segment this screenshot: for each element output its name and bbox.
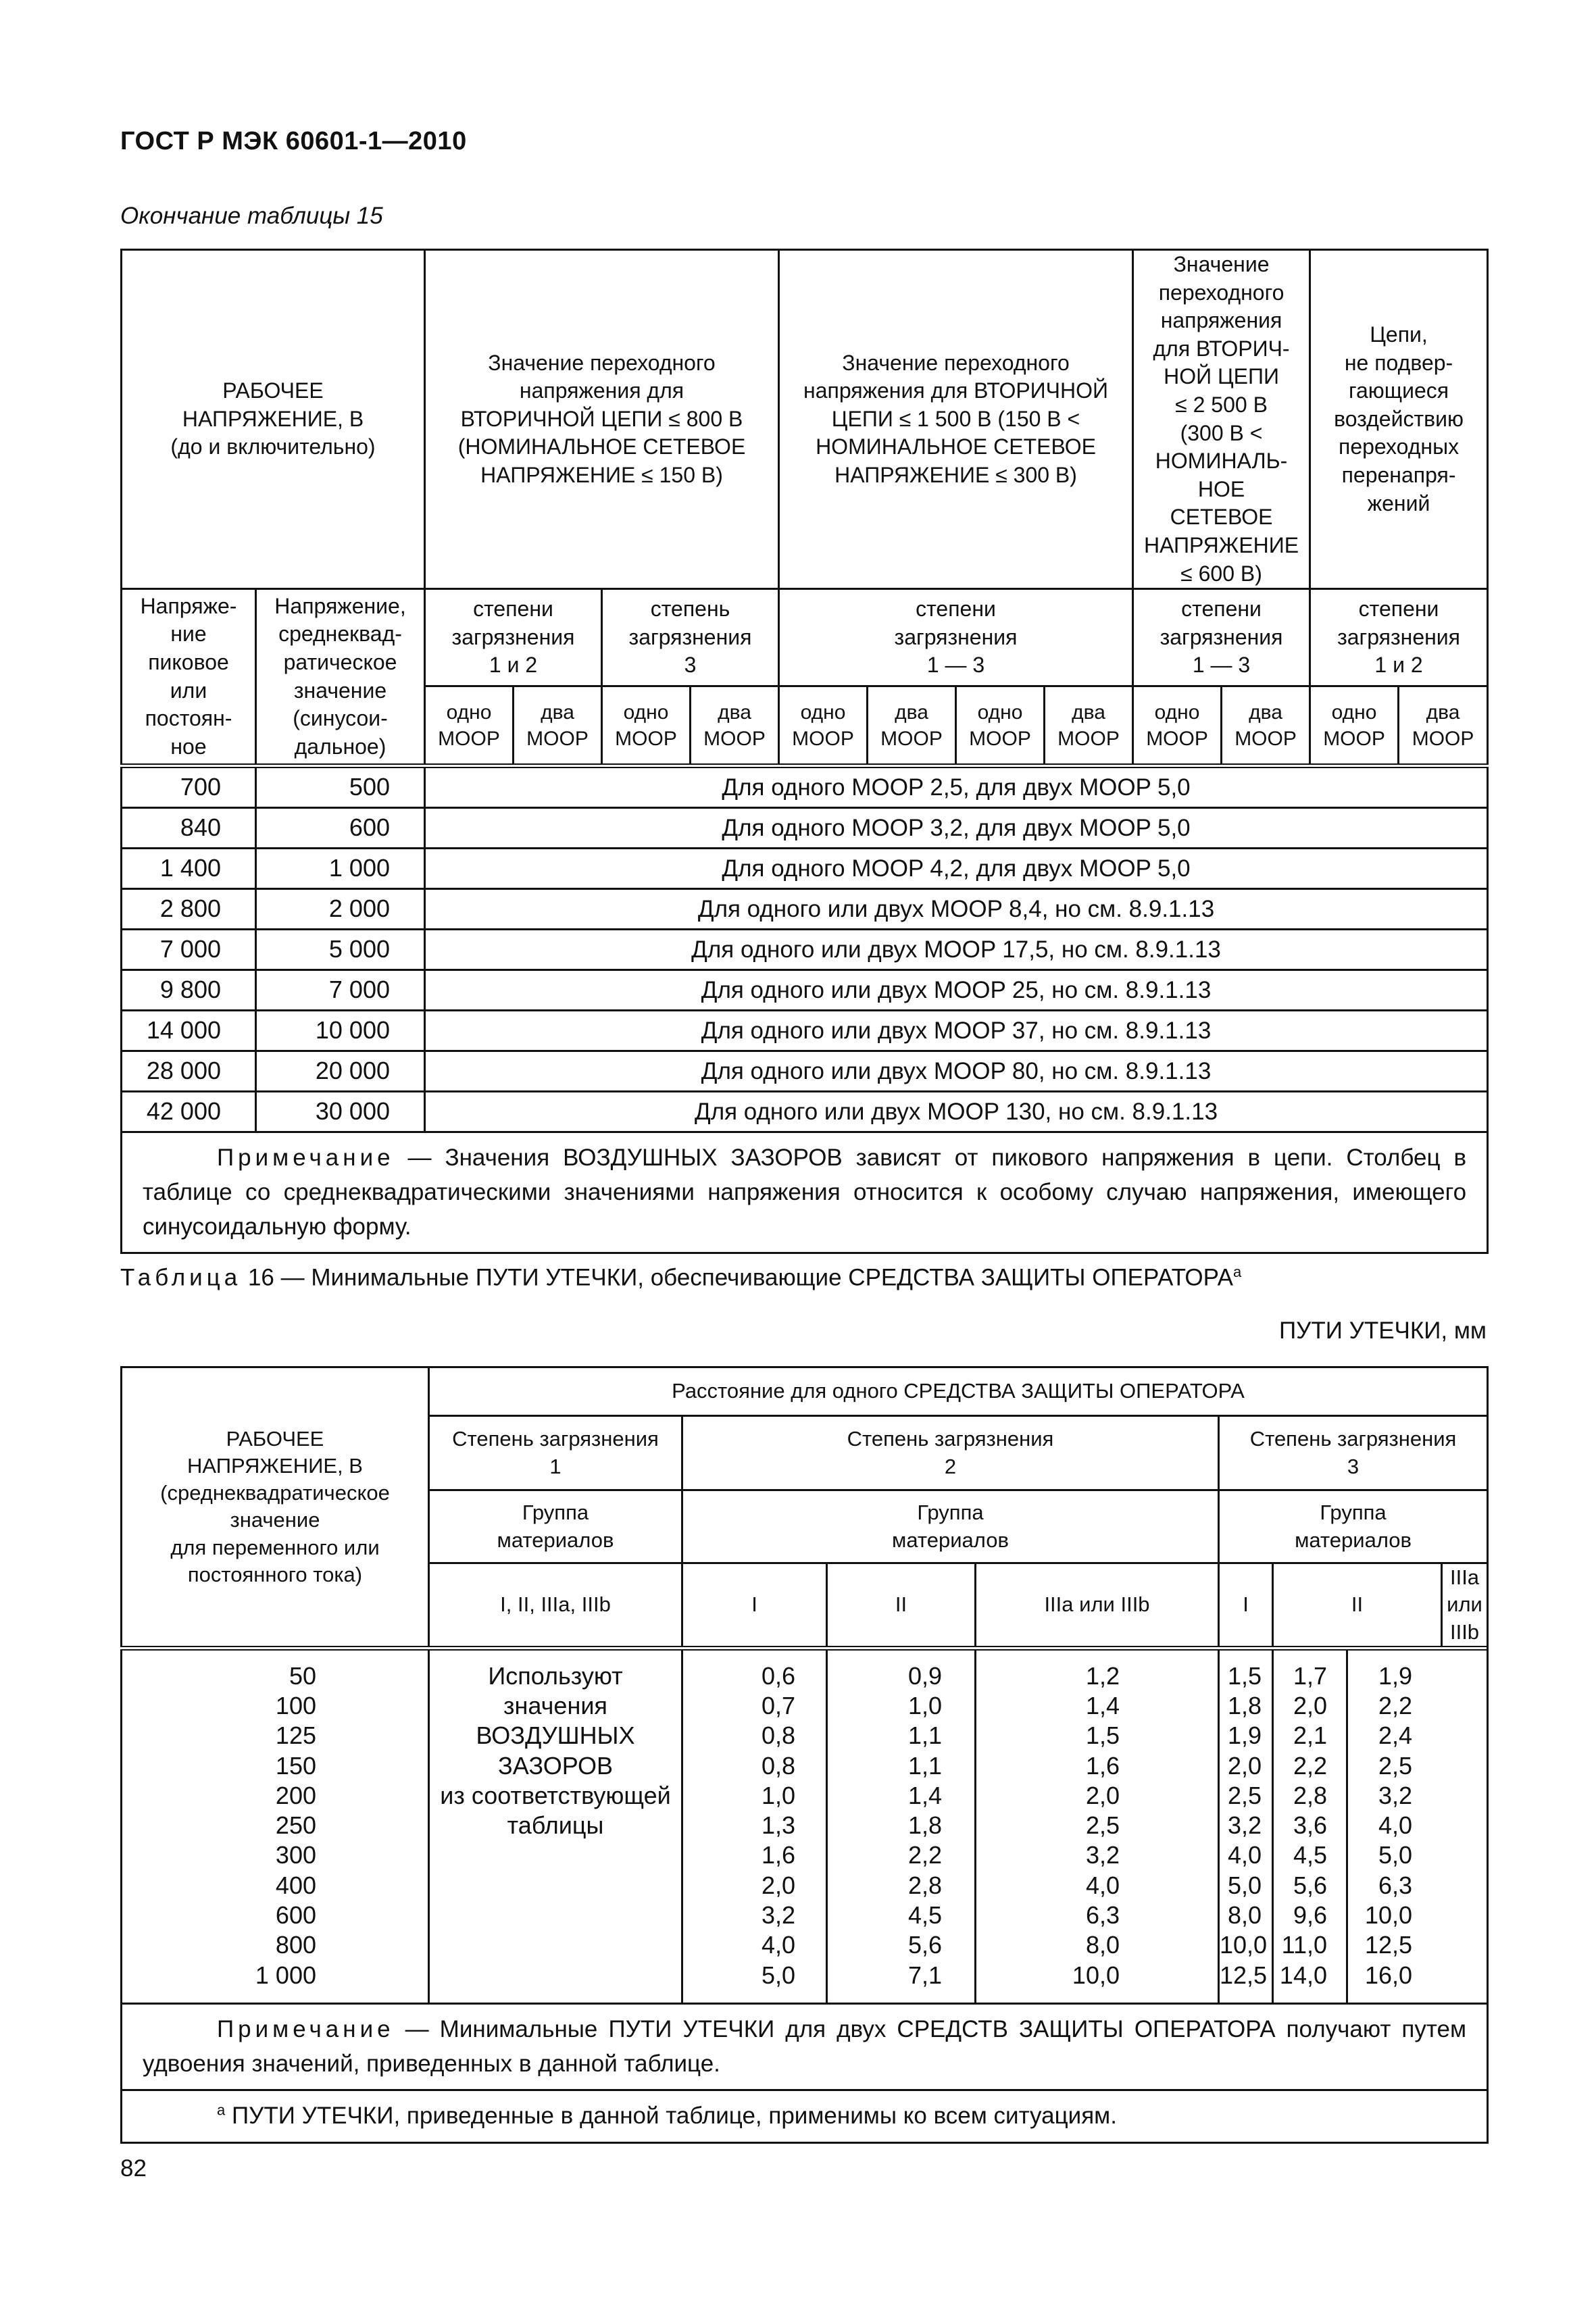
- t15-pd-1-2: степени загрязнения 1 и 2: [425, 589, 602, 686]
- t15-one-moop: одно MOOP: [956, 686, 1045, 766]
- t15-head-rms: Напряжение, среднеквад- ратическое значение (синусои- дальное): [256, 589, 425, 766]
- table16-title-sup: a: [1232, 1263, 1242, 1280]
- t15-peak-value: 1 400: [122, 849, 256, 889]
- t15-one-moop: одно MOOP: [602, 686, 691, 766]
- t15-clearance-text: Для одного или двух MOOP 37, но см. 8.9.1.13: [425, 1011, 1488, 1051]
- t15-clearance-text: Для одного MOOP 3,2, для двух MOOP 5,0: [425, 808, 1488, 849]
- table-row: [122, 970, 1488, 1011]
- table16-units: ПУТИ УТЕЧКИ, мм: [1278, 1317, 1487, 1344]
- t15-head-transient-2500: Значение переходного напряжения для ВТОРИЧ- НОЙ ЦЕПИ ≤ 2 500 В (300 В < НОМИНАЛЬ- НОЕ СЕТЕВОЕ НАПРЯЖЕНИЕ ≤ 600 В): [1133, 250, 1310, 589]
- t16-pd2-III: 1,2 1,4 1,5 1,6 2,0 2,5 3,2 4,0 6,3 8,0 10,0: [976, 1648, 1219, 2003]
- t15-one-moop: одно MOOP: [779, 686, 868, 766]
- table-row: [122, 1092, 1488, 1132]
- t16-note: [122, 2003, 1488, 2090]
- t15-pd-1-3b: степени загрязнения 1 — 3: [1133, 589, 1310, 686]
- t15-rms-value: 2 000: [256, 889, 425, 930]
- t15-two-moop: два MOOP: [1399, 686, 1488, 766]
- t15-head-peak: Напряже- ние пиковое или постоян- ное: [122, 589, 256, 766]
- t16-pd3-III: 1,9 2,2 2,4 2,5 3,2 4,0 5,0 6,3 10,0 12,5 16,0: [1347, 1648, 1488, 2003]
- t15-head-transient-800: Значение переходного напряжения для ВТОРИЧНОЙ ЦЕПИ ≤ 800 В (НОМИНАЛЬНОЕ СЕТЕВОЕ НАПРЯЖЕНИЕ ≤ 150 В): [425, 250, 779, 589]
- t16-note-label: Примечание: [217, 2015, 395, 2042]
- t15-clearance-text: Для одного MOOP 2,5, для двух MOOP 5,0: [425, 766, 1488, 808]
- table16-title-label: Таблица: [120, 1264, 242, 1291]
- t15-clearance-text: Для одного или двух MOOP 80, но см. 8.9.1.13: [425, 1051, 1488, 1092]
- t15-peak-value: 2 800: [122, 889, 256, 930]
- table16-title-text: 16 — Минимальные ПУТИ УТЕЧКИ, обеспечивающие СРЕДСТВА ЗАЩИТЫ ОПЕРАТОРА: [241, 1264, 1233, 1291]
- t15-peak-value: 9 800: [122, 970, 256, 1011]
- t15-rms-value: 1 000: [256, 849, 425, 889]
- t16-head-pd3: Степень загрязнения 3: [1219, 1416, 1488, 1490]
- t15-clearance-text: Для одного или двух MOOP 17,5, но см. 8.9.1.13: [425, 930, 1488, 970]
- t15-head-transient-1500: Значение переходного напряжения для ВТОРИЧНОЙ ЦЕПИ ≤ 1 500 В (150 В < НОМИНАЛЬНОЕ СЕТЕВОЕ НАПРЯЖЕНИЕ ≤ 300 В): [779, 250, 1133, 589]
- t16-footnote: [122, 2090, 1488, 2143]
- t15-two-moop: два MOOP: [691, 686, 779, 766]
- t16-head-pd1: Степень загрязнения 1: [429, 1416, 682, 1490]
- t15-pd-3: степень загрязнения 3: [602, 589, 779, 686]
- t16-pd1-text: Используют значения ВОЗДУШНЫХ ЗАЗОРОВ из соответствующей таблицы: [429, 1648, 682, 2003]
- t15-rms-value: 30 000: [256, 1092, 425, 1132]
- t16-footnote-sup: a: [217, 2101, 226, 2119]
- t16-pd2-I: 0,6 0,7 0,8 0,8 1,0 1,3 1,6 2,0 3,2 4,0 5,0: [682, 1648, 827, 2003]
- t16-head-group-III: IIIa или IIIb: [1442, 1563, 1488, 1649]
- t16-head-group-I: I: [1219, 1563, 1273, 1649]
- t15-two-moop: два MOOP: [514, 686, 602, 766]
- table-row: [122, 889, 1488, 930]
- t15-rms-value: 600: [256, 808, 425, 849]
- page-number: 82: [120, 2155, 147, 2182]
- t15-peak-value: 14 000: [122, 1011, 256, 1051]
- t16-head-group-I: I: [682, 1563, 827, 1649]
- t15-head-working-voltage: РАБОЧЕЕ НАПРЯЖЕНИЕ, В (до и включительно): [122, 250, 425, 589]
- table-row: [122, 1051, 1488, 1092]
- t16-head-pd2: Степень загрязнения 2: [682, 1416, 1219, 1490]
- t15-clearance-text: Для одного или двух MOOP 8,4, но см. 8.9.1.13: [425, 889, 1488, 930]
- t16-head-group-3: Группа материалов: [1219, 1490, 1488, 1563]
- t15-note-label: Примечание: [217, 1145, 395, 1172]
- t16-head-group-II: II: [827, 1563, 976, 1649]
- t16-head-working-voltage: РАБОЧЕЕ НАПРЯЖЕНИЕ, В (среднеквадратическое значение для переменного или постоянного тока): [122, 1367, 429, 1649]
- t15-two-moop: два MOOP: [1045, 686, 1133, 766]
- t16-footnote-text: ПУТИ УТЕЧКИ, приведенные в данной таблице, применимы ко всем ситуациям.: [225, 2103, 1117, 2130]
- t16-head-group-III: IIIa или IIIb: [976, 1563, 1219, 1649]
- t15-clearance-text: Для одного MOOP 4,2, для двух MOOP 5,0: [425, 849, 1488, 889]
- document-title: ГОСТ Р МЭК 60601-1—2010: [120, 127, 467, 155]
- t15-two-moop: два MOOP: [868, 686, 956, 766]
- table-row: [122, 849, 1488, 889]
- t16-head-group-1: Группа материалов: [429, 1490, 682, 1563]
- t15-peak-value: 28 000: [122, 1051, 256, 1092]
- t16-head-distance: Расстояние для одного СРЕДСТВА ЗАЩИТЫ ОПЕРАТОРА: [429, 1367, 1488, 1416]
- t16-head-group-II: II: [1273, 1563, 1442, 1649]
- t15-rms-value: 500: [256, 766, 425, 808]
- t15-one-moop: одно MOOP: [425, 686, 514, 766]
- t16-head-group-2: Группа материалов: [682, 1490, 1219, 1563]
- t15-clearance-text: Для одного или двух MOOP 25, но см. 8.9.1.13: [425, 970, 1488, 1011]
- t16-voltages: 50 100 125 150 200 250 300 400 600 800 1 000: [122, 1648, 429, 2003]
- t16-pd3-I: 1,5 1,8 1,9 2,0 2,5 3,2 4,0 5,0 8,0 10,0 12,5: [1219, 1648, 1273, 2003]
- table-row: [122, 1648, 1488, 2003]
- t15-rms-value: 5 000: [256, 930, 425, 970]
- t15-head-not-exposed: Цепи, не подвер- гающиеся воздействию переходных перенапря- жений: [1310, 250, 1488, 589]
- t15-peak-value: 840: [122, 808, 256, 849]
- table-row: [122, 930, 1488, 970]
- table15-caption: Окончание таблицы 15: [120, 203, 383, 229]
- t15-pd-1-2b: степени загрязнения 1 и 2: [1310, 589, 1488, 686]
- t16-pd2-II: 0,9 1,0 1,1 1,1 1,4 1,8 2,2 2,8 4,5 5,6 7,1: [827, 1648, 976, 2003]
- table-row: [122, 766, 1488, 808]
- table-row: [122, 1011, 1488, 1051]
- t15-peak-value: 700: [122, 766, 256, 808]
- t15-rms-value: 7 000: [256, 970, 425, 1011]
- t15-peak-value: 42 000: [122, 1092, 256, 1132]
- t16-head-group-all: I, II, IIIa, IIIb: [429, 1563, 682, 1649]
- t15-note: [122, 1132, 1488, 1253]
- t16-pd3-II: 1,7 2,0 2,1 2,2 2,8 3,6 4,5 5,6 9,6 11,0 14,0: [1273, 1648, 1347, 2003]
- t15-two-moop: два MOOP: [1222, 686, 1310, 766]
- table-15: [120, 249, 1489, 1254]
- t15-rms-value: 10 000: [256, 1011, 425, 1051]
- t15-note-text: — Значения ВОЗДУШНЫХ ЗАЗОРОВ зависят от пикового напряжения в цепи. Столбец в таблице со среднеквадратическими значениями напряжения относится к особому случаю напряжения, имеющего синусоидальную форму.: [143, 1145, 1467, 1240]
- t15-peak-value: 7 000: [122, 930, 256, 970]
- t15-one-moop: одно MOOP: [1310, 686, 1399, 766]
- t15-rms-value: 20 000: [256, 1051, 425, 1092]
- table-row: [122, 808, 1488, 849]
- t16-note-text: — Минимальные ПУТИ УТЕЧКИ для двух СРЕДСТВ ЗАЩИТЫ ОПЕРАТОРА получают путем удвоения значений, приведенных в данной таблице.: [143, 2015, 1467, 2077]
- t15-pd-1-3: степени загрязнения 1 — 3: [779, 589, 1133, 686]
- table-16: [120, 1366, 1489, 2144]
- t15-one-moop: одно MOOP: [1133, 686, 1222, 766]
- t15-clearance-text: Для одного или двух MOOP 130, но см. 8.9.1.13: [425, 1092, 1488, 1132]
- table16-title: [120, 1263, 1241, 1292]
